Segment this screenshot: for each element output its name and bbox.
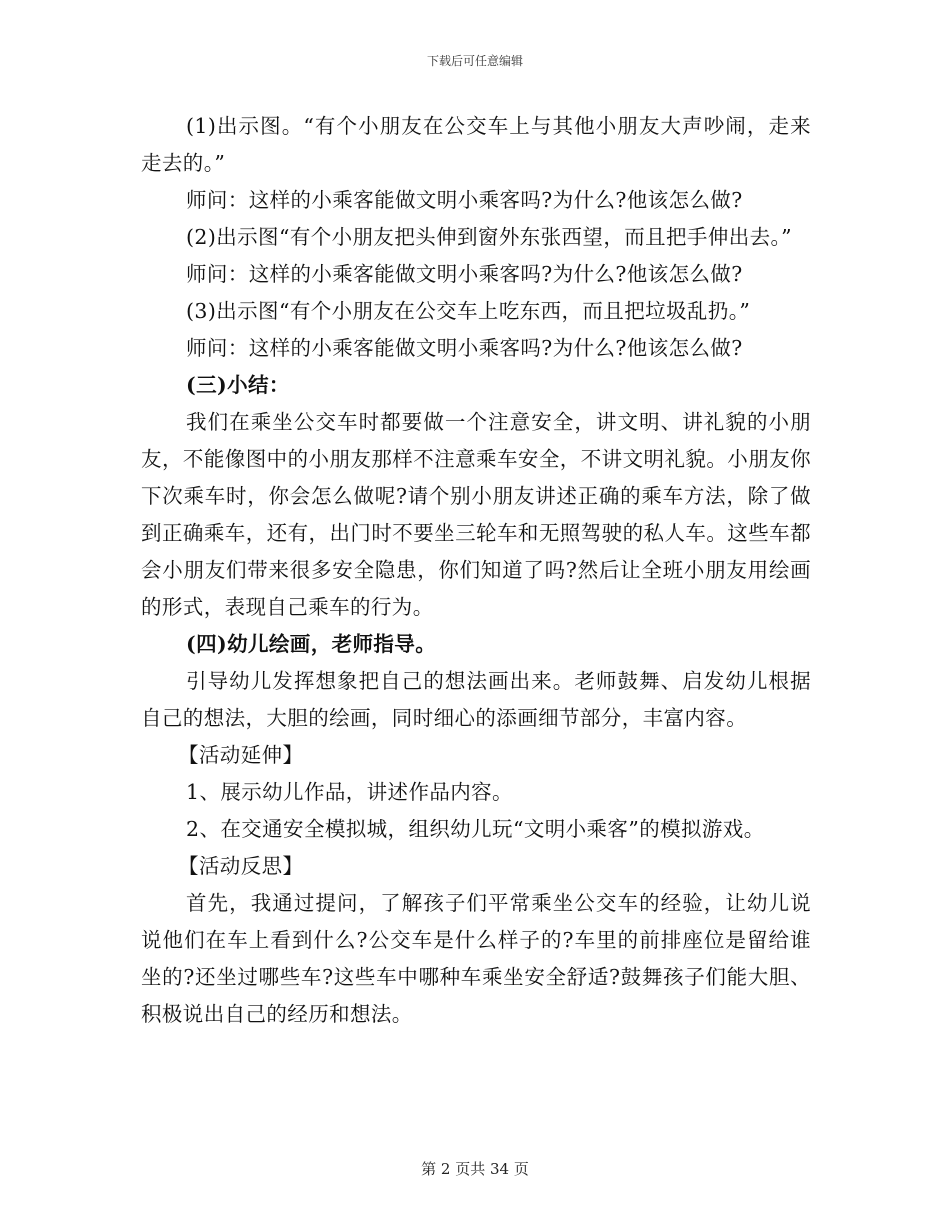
section-heading-reflection: 【活动反思】 [178,854,304,878]
list-item-extension-1: 1、展示幼儿作品，讲述作品内容。 [186,780,513,804]
list-item-extension-2: 2、在交通安全模拟城，组织幼儿玩“文明小乘客”的模拟游戏。 [186,817,765,841]
document-body [141,108,811,1033]
paragraph-teacher-question-2: 师问：这样的小乘客能做文明小乘客吗?为什么?他该怎么做? [186,262,743,286]
paragraph-picture-3: (3)出示图“有个小朋友在公交车上吃东西，而且把垃圾乱扔。” [186,299,751,323]
page-header: 下载后可任意编辑 [426,54,523,68]
paragraph-picture-1: (1)出示图。“有个小朋友在公交车上与其他小朋友大声吵闹，走来走去的。” [141,114,811,175]
paragraph-teacher-question-3: 师问：这样的小乘客能做文明小乘客吗?为什么?他该怎么做? [186,336,743,360]
paragraph-picture-2: (2)出示图“有个小朋友把头伸到窗外东张西望，而且把手伸出去。” [186,225,793,249]
section-heading-summary: (三)小结： [186,373,290,397]
section-heading-extension: 【活动延伸】 [178,743,304,767]
paragraph-teacher-question-1: 师问：这样的小乘客能做文明小乘客吗?为什么?他该怎么做? [186,188,743,212]
paragraph-summary: 我们在乘坐公交车时都要做一个注意安全，讲文明、讲礼貌的小朋友，不能像图中的小朋友那样不注意乘车安全，不讲文明礼貌。小朋友你下次乘车时，你会怎么做呢?请个别小朋友讲述正确的乘车方法，除了做到正确乘车，还有，出门时不要坐三轮车和无照驾驶的私人车。这些车都会小朋友们带来很多安全隐患，你们知道了吗?然后让全班小朋友用绘画的形式，表现自己乘车的行为。 [141,410,811,619]
page-number: 第 2 页共 34 页 [421,1160,529,1178]
paragraph-reflection: 首先，我通过提问，了解孩子们平常乘坐公交车的经验，让幼儿说说他们在车上看到什么?公交车是什么样子的?车里的前排座位是留给谁坐的?还坐过哪些车?这些车中哪种车乘坐安全舒适?鼓舞孩子们能大胆、积极说出自己的经历和想法。 [141,891,811,1026]
section-heading-drawing: (四)幼儿绘画，老师指导。 [186,632,437,656]
paragraph-drawing-guidance: 引导幼儿发挥想象把自己的想法画出来。老师鼓舞、启发幼儿根据自己的想法，大胆的绘画，同时细心的添画细节部分，丰富内容。 [141,669,811,730]
